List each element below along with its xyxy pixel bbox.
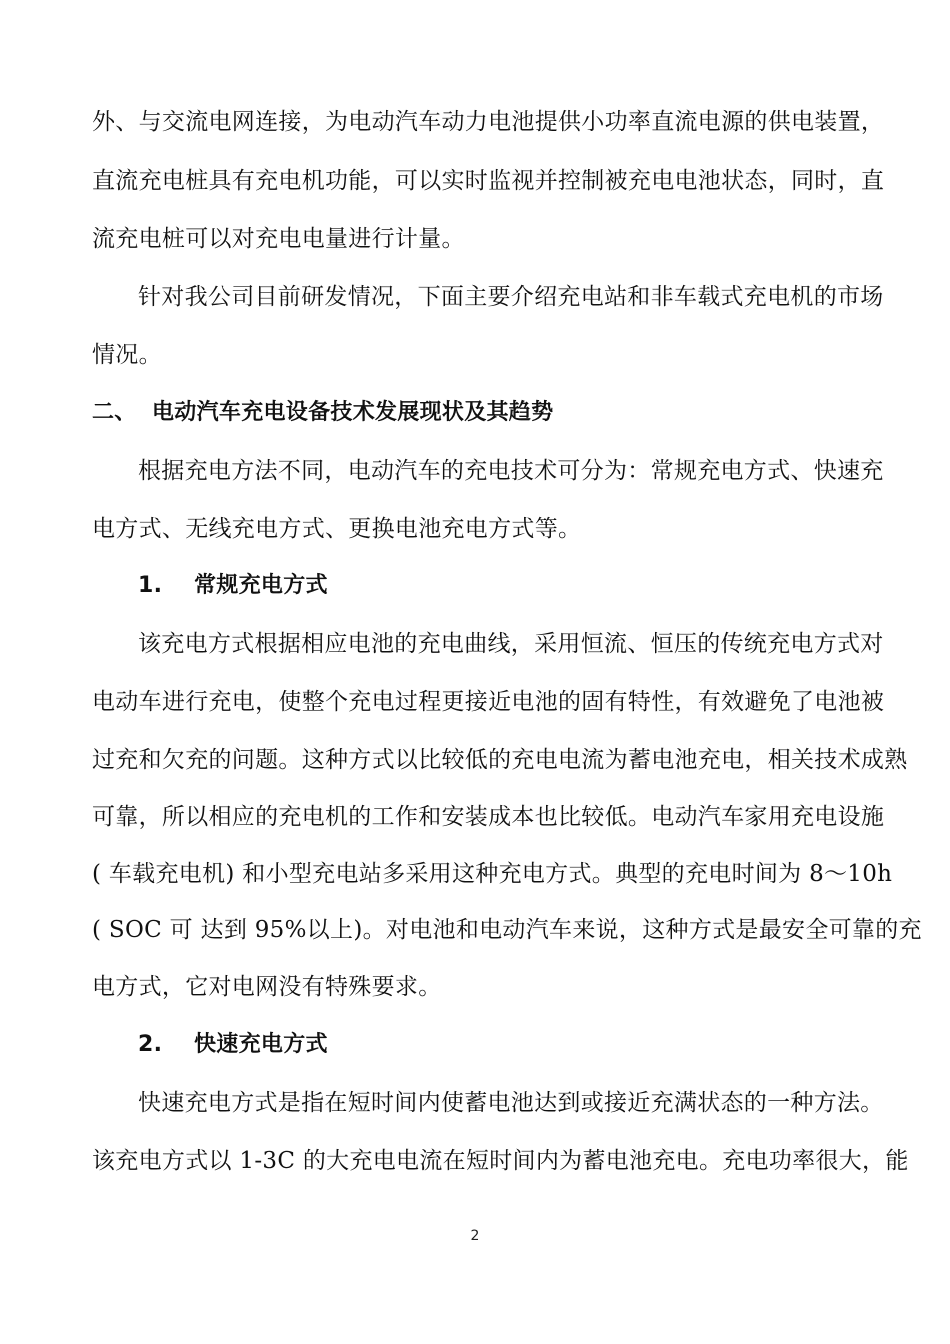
subsection-heading (138, 571, 862, 601)
subsection-number: 2. (138, 1032, 163, 1057)
paragraph-line: ( SOC 可 达到 95%以上)。对电池和电动汽车来说，这种方式是最安全可靠的充 (92, 917, 922, 943)
paragraph-line: 电方式、无线充电方式、更换电池充电方式等。 (92, 516, 582, 542)
paragraph-line: 过充和欠充的问题。这种方式以比较低的充电电流为蓄电池充电，相关技术成熟 (92, 747, 908, 773)
section-heading (92, 398, 862, 428)
paragraph-line: 根据充电方法不同，电动汽车的充电技术可分为：常规充电方式、快速充 (138, 458, 884, 484)
paragraph-line: 电动车进行充电，使整个充电过程更接近电池的固有特性，有效避免了电池被 (92, 689, 885, 715)
paragraph-line: 可靠，所以相应的充电机的工作和安装成本也比较低。电动汽车家用充电设施 (92, 804, 885, 830)
section-title: 电动汽车充电设备技术发展现状及其趋势 (152, 400, 554, 425)
subsection-title: 常规充电方式 (194, 573, 328, 598)
paragraph-line: 流充电桩可以对充电电量进行计量。 (92, 226, 465, 252)
paragraph-line: 情况。 (92, 342, 162, 368)
paragraph-line: 直流充电桩具有充电机功能，可以实时监视并控制被充电电池状态，同时，直 (92, 168, 885, 194)
paragraph-line: 该充电方式根据相应电池的充电曲线，采用恒流、恒压的传统充电方式对 (138, 631, 884, 657)
paragraph-line: 外、与交流电网连接，为电动汽车动力电池提供小功率直流电源的供电装置， (92, 109, 885, 135)
paragraph-line: 该充电方式以 1-3C 的大充电电流在短时间内为蓄电池充电。充电功率很大，能 (92, 1148, 909, 1174)
subsection-number: 1. (138, 573, 163, 598)
subsection-heading (138, 1030, 862, 1060)
section-number: 二、 (92, 400, 137, 425)
paragraph-line: 针对我公司目前研发情况，下面主要介绍充电站和非车载式充电机的市场 (138, 284, 884, 310)
page-number: 2 (470, 1228, 480, 1244)
subsection-title: 快速充电方式 (194, 1032, 328, 1057)
paragraph-line: 电方式，它对电网没有特殊要求。 (92, 974, 442, 1000)
paragraph-line: 快速充电方式是指在短时间内使蓄电池达到或接近充满状态的一种方法。 (138, 1090, 884, 1116)
paragraph-line: ( 车载充电机) 和小型充电站多采用这种充电方式。典型的充电时间为 8～10h (92, 861, 893, 887)
